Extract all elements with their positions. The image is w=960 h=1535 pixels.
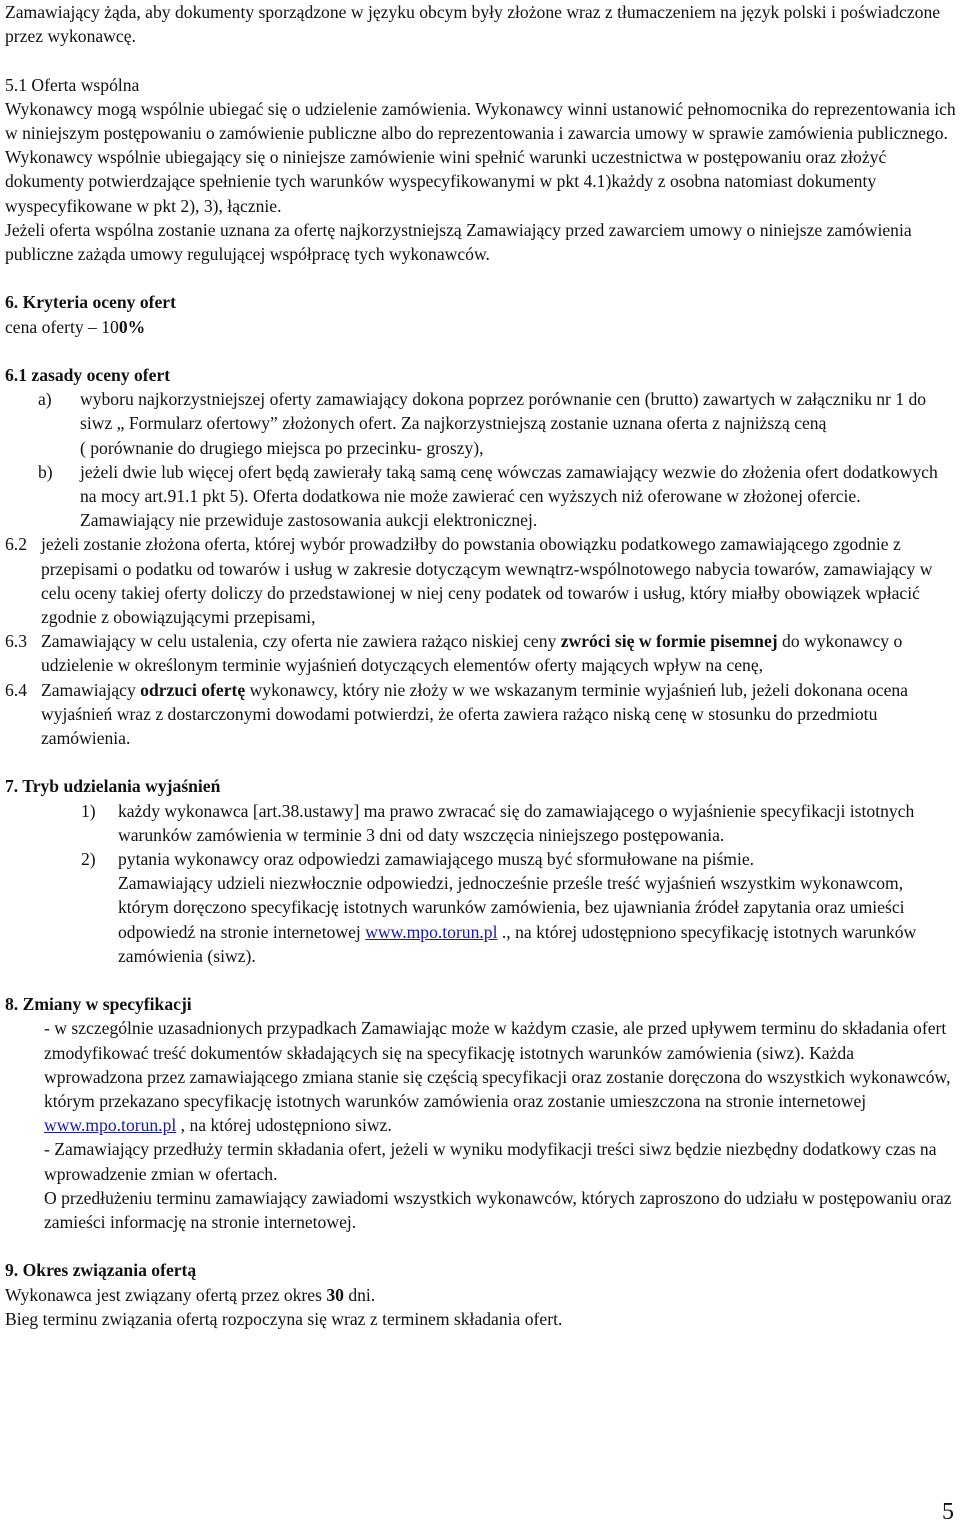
list-item-a: [5, 387, 957, 460]
list-label: 2): [81, 849, 96, 870]
section-5-1-heading: 5.1 Oferta wspólna: [5, 74, 140, 95]
section-6-4-label: 6.4: [5, 679, 27, 700]
section-6-heading: 6. Kryteria oceny ofert: [5, 292, 176, 313]
section-6-1-heading: 6.1 zasady oceny ofert: [5, 365, 171, 385]
section-6-3-text: Zamawiający w celu ustalenia, czy oferta nie zawiera rażąco niskiej ceny zwróci się w formie pisemnej do wykonawcy o udzielenie w określonym terminie wyjaśnień dotyczących elementów oferty mających wpływ na cenę,: [41, 631, 903, 676]
section-9-heading: 9. Okres związania ofertą: [5, 1260, 197, 1281]
section-5-1-paragraph-3: Jeżeli oferta wspólna zostanie uznana za ofertę najkorzystniejszą Zamawiający przed zawarciem umowy o niniejsze zamówienia publiczne zażąda umowy regulującej współpracę tych wykonawców.: [5, 219, 912, 265]
page-number: 5: [942, 1499, 954, 1525]
list-label: a): [38, 389, 52, 410]
website-link[interactable]: www.mpo.torun.pl: [44, 1115, 177, 1136]
section-5-1-paragraph-1: Wykonawcy mogą wspólnie ubiegać się o udzielenie zamówienia. Wykonawcy winni ustanowić pełnomocnika do reprezentowania ich w niniejszym postępowaniu o zamówienie publiczne albo do reprezentowania i zawarcia umowy w sprawie zamówienia publicznego.: [5, 98, 956, 143]
section-6-4-text: Zamawiający odrzuci ofertę wykonawcy, który nie złoży w we wskazanym terminie wyjaśnień lub, jeżeli dokonana ocena wyjaśnień wraz z dostarczonymi dowodami potwierdzi, że oferta zawiera rażąco niską cenę w stosunku do przedmiotu zamówienia.: [41, 679, 908, 749]
section-8-paragraph-2: - Zamawiający przedłuży termin składania ofert, jeżeli w wyniku modyfikacji treści siwz będzie niezbędny dodatkowy czas na wprowadzenie zmian w ofertach.: [44, 1139, 937, 1184]
section-6-3-label: 6.3: [5, 631, 27, 652]
list-item-1-text: każdy wykonawca [art.38.ustawy] ma prawo zwracać się do zamawiającego o wyjaśnienie specyfikacji istotnych warunków zamówienia w terminie 3 dni od daty wszczęcia niniejszego postępowania.: [118, 800, 915, 845]
website-link[interactable]: www.mpo.torun.pl: [365, 921, 498, 942]
section-7-heading: 7. Tryb udzielania wyjaśnień: [5, 776, 221, 797]
section-8-paragraph-3: O przedłużeniu terminu zamawiający zawiadomi wszystkich wykonawców, których zaproszono do udziału w postępowaniu oraz zamieści informację na stronie internetowej.: [44, 1187, 952, 1233]
list-item-a-text: wyboru najkorzystniejszej oferty zamawiający dokona poprzez porównanie cen (brutto) zawartych w załączniku nr 1 do siwz „ Formularz ofertowy” złożonych ofert. Za najkorzystniejszą zostanie uznana oferta z najniższą ceną: [80, 389, 927, 434]
document-page: [5, 0, 957, 1331]
section-6-2-text: jeżeli zostanie złożona oferta, której wybór prowadziłby do powstania obowiązku podatkowego zamawiającego zgodnie z przepisami o podatku od towarów i usług w zakresie dotyczącym wewnątrz-wspólnotowego nabycia towarów, zamawiający w celu oceny takiej oferty doliczy do przedstawionej w niej ceny podatek od towarów i usług, który miałby obowiązek wpłacić zgodnie z obowiązującymi przepisami,: [41, 534, 933, 628]
section-6-4: [5, 678, 957, 751]
section-9-paragraph-1: Wykonawca jest związany ofertą przez okres 30 dni.: [5, 1284, 376, 1305]
section-6-3: [5, 629, 957, 677]
list-item-2-continuation: Zamawiający udzieli niezwłocznie odpowiedzi, jednocześnie prześle treść wyjaśnień wszystkim wykonawcom, którym doręczono specyfikację istotnych warunków zamówienia, bez ujawniania źródeł zapytania oraz umieści odpowiedź na stronie internetowej www.mpo.torun.pl ., na której udostępniono specyfikację istotnych warunków zamówienia (siwz).: [118, 873, 917, 966]
list-item-1: [5, 799, 957, 847]
section-9-paragraph-2: Bieg terminu związania ofertą rozpoczyna się wraz z terminem składania ofert.: [5, 1308, 563, 1329]
section-8-heading: 8. Zmiany w specyfikacji: [5, 994, 192, 1015]
list-label: 1): [81, 800, 96, 821]
section-6-2-label: 6.2: [5, 534, 27, 555]
list-item-2-text: pytania wykonawcy oraz odpowiedzi zamawiającego muszą być sformułowane na piśmie.: [118, 849, 755, 870]
section-8-paragraph-1: - w szczególnie uzasadnionych przypadkach Zamawiając może w każdym czasie, ale przed upływem terminu do składania ofert zmodyfikować treść dokumentów składających się na specyfikację istotnych warunków zamówienia (siwz). Każda wprowadzona przez zamawiającego zmiana stanie się częścią specyfikacji oraz zostanie doręczona do wszystkich wykonawców, którym przekazano specyfikację istotnych warunków zamówienia oraz zostanie umieszczona na stronie internetowej www.mpo.torun.pl , na której udostępniono siwz.: [44, 1018, 951, 1136]
list-item-b-text: jeżeli dwie lub więcej ofert będą zawierały taką samą cenę wówczas zamawiający wezwie do złożenia ofert dodatkowych na mocy art.91.1 pkt 5). Oferta dodatkowa nie może zawierać cen wyższych niż oferowane w złożonej ofercie. Zamawiający nie przewiduje zastosowania aukcji elektronicznej.: [80, 461, 938, 531]
section-6-2: [5, 532, 957, 629]
list-label: b): [38, 461, 53, 482]
intro-paragraph: Zamawiający żąda, aby dokumenty sporządzone w języku obcym były złożone wraz z tłumaczeniem na język polski i poświadczone przez wykonawcę.: [5, 2, 941, 47]
list-item-a-note: ( porównanie do drugiego miejsca po przecinku- groszy),: [80, 437, 484, 458]
section-5-1-paragraph-2: Wykonawcy wspólnie ubiegający się o niniejsze zamówienie wini spełnić warunki uczestnictwa w postępowaniu oraz złożyć dokumenty potwierdzające spełnienie tych warunków wyspecyfikowanymi w pkt 4.1)każdy z osobna natomiast dokumenty wyspecyfikowane w pkt 2), 3), łącznie.: [5, 147, 887, 216]
list-item-2: [5, 847, 957, 968]
list-item-b: [5, 460, 957, 533]
section-6-criterion: cena oferty – 100%: [5, 316, 146, 337]
